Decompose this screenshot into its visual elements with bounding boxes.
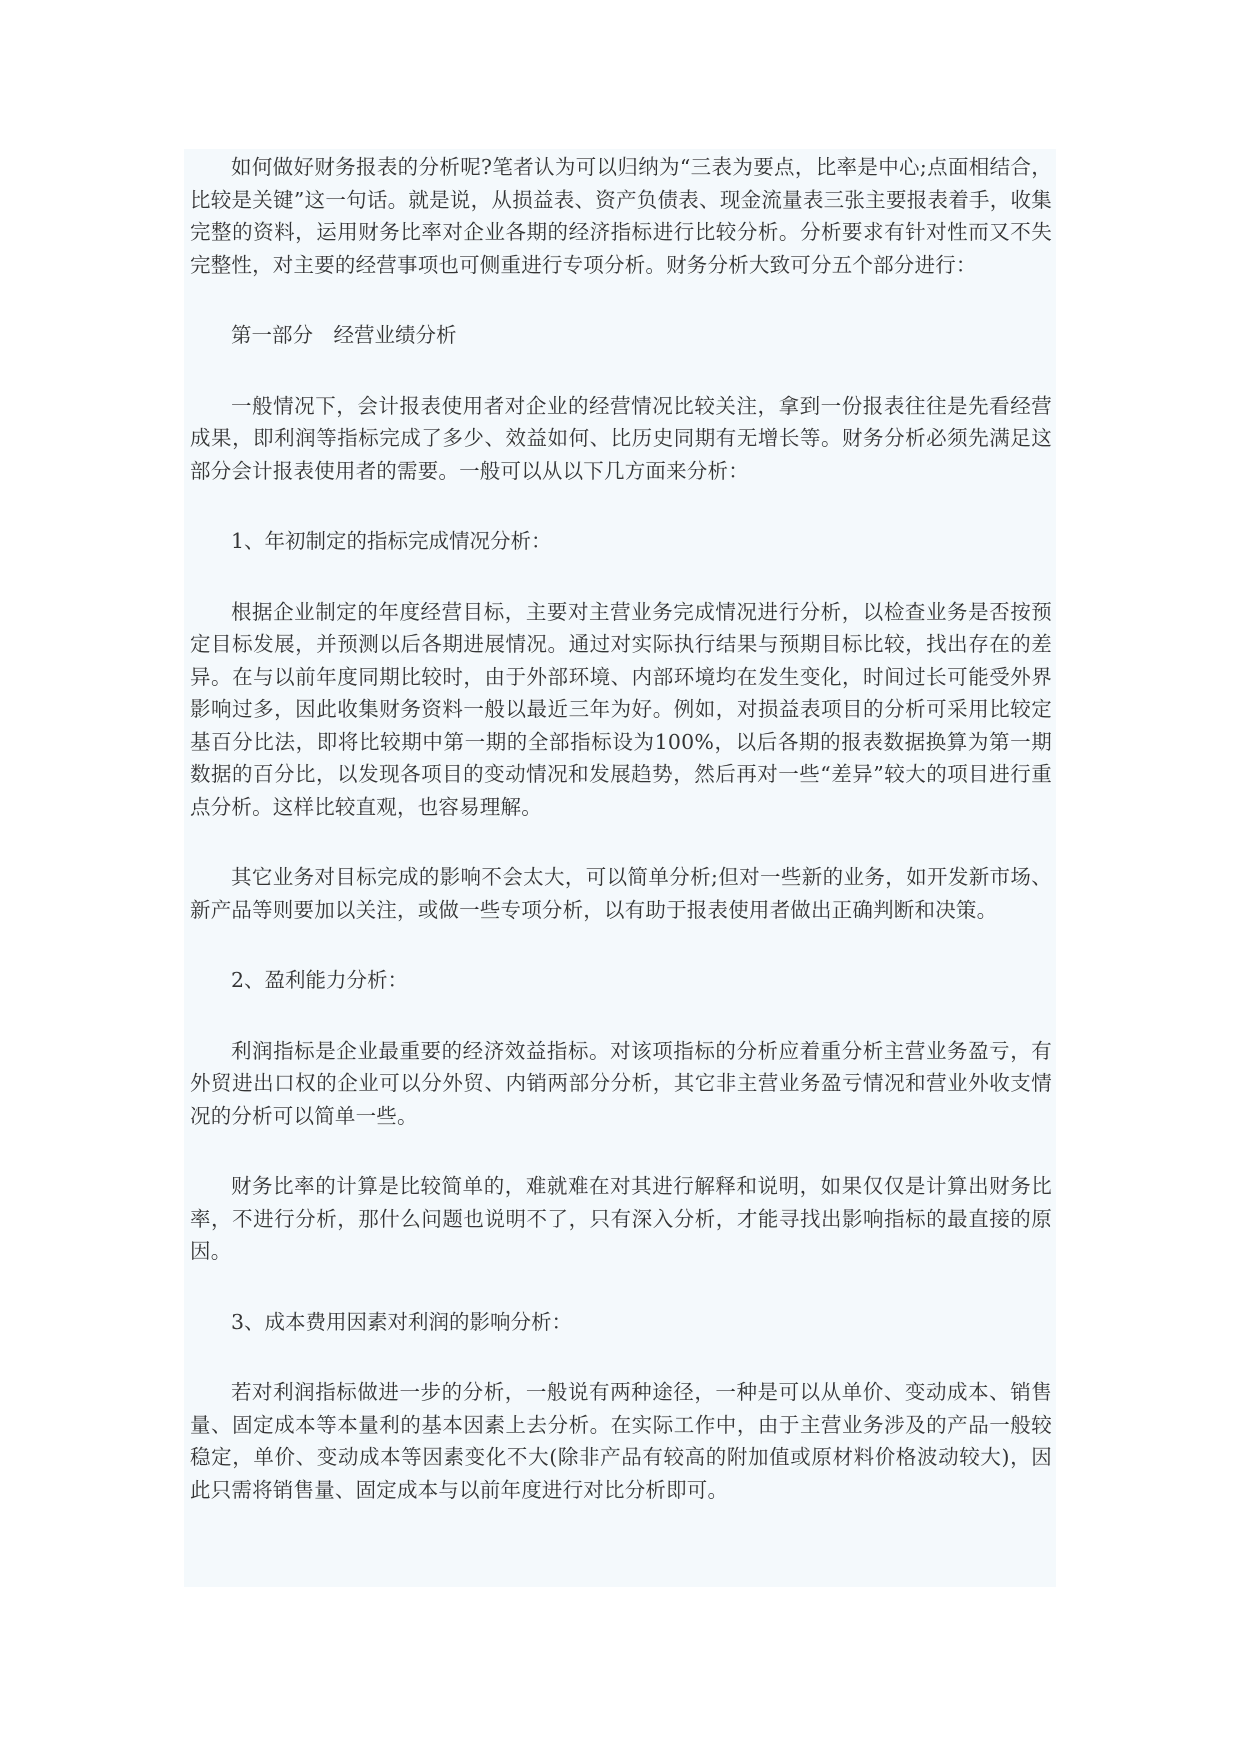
section2-paragraph-1: 利润指标是企业最重要的经济效益指标。对该项指标的分析应着重分析主营业务盈亏，有外贸进出口权的企业可以分外贸、内销两部分分析，其它非主营业务盈亏情况和营业外收支情况的分析可以简单一些。 <box>190 1038 1052 1128</box>
section1-paragraph-2: 其它业务对目标完成的影响不会太大，可以简单分析;但对一些新的业务，如开发新市场、新产品等则要加以关注，或做一些专项分析，以有助于报表使用者做出正确判断和决策。 <box>190 865 1052 922</box>
part1-heading: 第一部分 经营业绩分析 <box>231 323 457 347</box>
section2-paragraph-2: 财务比率的计算是比较简单的，难就难在对其进行解释和说明，如果仅仅是计算出财务比率，不进行分析，那什么问题也说明不了，只有深入分析，才能寻找出影响指标的最直接的原因。 <box>190 1174 1052 1263</box>
section3-heading: 3、成本费用因素对利润的影响分析： <box>231 1309 573 1334</box>
part1-intro-paragraph: 一般情况下，会计报表使用者对企业的经营情况比较关注，拿到一份报表往往是先看经营成果，即利润等指标完成了多少、效益如何、比历史同期有无增长等。财务分析必须先满足这部分会计报表使用者的需要。一般可以从以下几方面来分析： <box>190 393 1052 483</box>
article-body <box>184 149 1056 1587</box>
section3-paragraph-1: 若对利润指标做进一步的分析，一般说有两种途径，一种是可以从单价、变动成本、销售量、固定成本等本量利的基本因素上去分析。在实际工作中，由于主营业务涉及的产品一般较稳定，单价、变动成本等因素变化不大(除非产品有较高的附加值或原材料价格波动较大)，因此只需将销售量、固定成本与以前年度进行对比分析即可。 <box>190 1380 1052 1502</box>
section1-heading: 1、年初制定的指标完成情况分析： <box>231 529 552 553</box>
section2-heading: 2、盈利能力分析： <box>231 968 409 992</box>
section1-paragraph-1: 根据企业制定的年度经营目标，主要对主营业务完成情况进行分析，以检查业务是否按预定目标发展，并预测以后各期进展情况。通过对实际执行结果与预期目标比较，找出存在的差异。在与以前年度同期比较时，由于外部环境、内部环境均在发生变化，时间过长可能受外界影响过多，因此收集财务资料一般以最近三年为好。例如，对损益表项目的分析可采用比较定基百分比法，即将比较期中第一期的全部指标设为100%，以后各期的报表数据换算为第一期数据的百分比，以发现各项目的变动情况和发展趋势，然后再对一些“差异”较大的项目进行重点分析。这样比较直观，也容易理解。 <box>190 599 1052 819</box>
intro-paragraph: 如何做好财务报表的分析呢?笔者认为可以归纳为“三表为要点，比率是中心;点面相结合，比较是关键”这一句话。就是说，从损益表、资产负债表、现金流量表三张主要报表着手，收集完整的资料，运用财务比率对企业各期的经济指标进行比较分析。分析要求有针对性而又不失完整性，对主要的经营事项也可侧重进行专项分析。财务分析大致可分五个部分进行： <box>190 155 1052 277</box>
